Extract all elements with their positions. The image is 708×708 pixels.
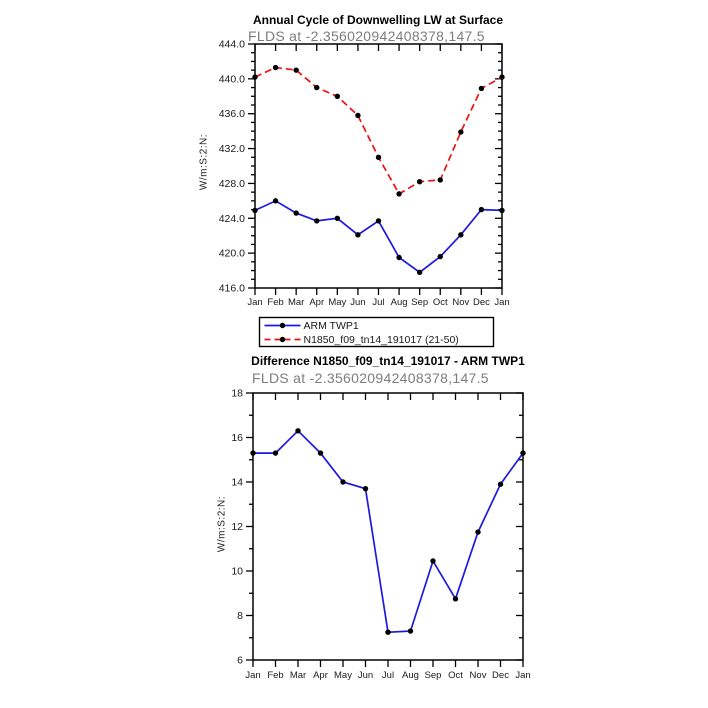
data-point	[273, 450, 278, 455]
top-chart-title: Annual Cycle of Downwelling LW at Surface	[252, 13, 504, 27]
bottom-chart-title: Difference N1850_f09_tn14_191017 - ARM TWP1	[251, 354, 525, 368]
x-tick-label: Mar	[289, 670, 307, 681]
legend-label: ARM TWP1	[303, 320, 359, 332]
top-chart-subtitle: FLDS at -2.356020942408378,147.5	[248, 28, 485, 44]
legend-marker	[280, 323, 285, 328]
y-axis	[231, 388, 523, 667]
data-point	[475, 529, 480, 534]
data-point	[273, 198, 278, 203]
data-point	[453, 596, 458, 601]
data-point	[293, 210, 298, 215]
data-point	[479, 86, 484, 91]
x-tick-label: May	[334, 670, 352, 681]
y-tick-label: 10	[231, 565, 243, 578]
data-point	[430, 558, 435, 563]
x-tick-label: Nov	[452, 297, 470, 308]
y-tick-label: 420.0	[218, 247, 245, 260]
data-point	[376, 218, 381, 223]
y-tick-label: 6	[237, 654, 243, 667]
data-point	[363, 486, 368, 491]
legend-marker	[280, 337, 285, 342]
data-point	[385, 629, 390, 634]
series-line	[253, 431, 523, 632]
bottom-chart-subtitle: FLDS at -2.356020942408378,147.5	[252, 370, 489, 386]
x-tick-label: Jan	[247, 297, 263, 308]
x-axis	[245, 393, 530, 681]
y-axis	[219, 39, 502, 295]
x-tick-label: Jul	[372, 297, 385, 308]
y-tick-label: 444.0	[218, 38, 245, 51]
series-line	[255, 201, 502, 272]
data-point	[438, 177, 443, 182]
plot-border	[255, 44, 502, 288]
x-tick-label: Jul	[381, 670, 395, 681]
x-tick-label: Nov	[469, 670, 487, 681]
data-point	[396, 255, 401, 260]
data-point	[252, 208, 257, 213]
data-point	[417, 270, 422, 275]
x-tick-label: Apr	[309, 297, 325, 308]
data-point	[273, 65, 278, 70]
y-tick-label: 16	[231, 432, 243, 444]
data-point	[314, 218, 319, 223]
top-chart	[219, 39, 510, 347]
x-tick-label: Mar	[287, 297, 305, 308]
data-point	[335, 216, 340, 221]
x-tick-label: Feb	[267, 670, 284, 681]
x-tick-label: Oct	[432, 297, 448, 308]
data-point	[396, 191, 401, 196]
y-tick-label: 8	[237, 610, 243, 622]
data-point	[295, 428, 300, 433]
x-tick-label: May	[328, 297, 347, 308]
y-tick-label: 14	[231, 476, 243, 489]
x-tick-label: Sep	[411, 297, 429, 308]
data-point	[335, 94, 340, 99]
data-point	[458, 232, 463, 237]
bottom-chart	[231, 388, 530, 682]
x-tick-label: Aug	[402, 670, 419, 681]
x-tick-label: Feb	[267, 297, 284, 308]
data-point	[355, 113, 360, 118]
plot-border	[253, 393, 523, 660]
data-point	[250, 450, 255, 455]
x-axis	[247, 44, 509, 308]
data-point	[499, 74, 504, 79]
series-line	[255, 68, 502, 194]
data-point	[340, 479, 345, 484]
data-point	[355, 232, 360, 237]
x-tick-label: Dec	[492, 670, 509, 681]
data-point	[252, 74, 257, 79]
x-tick-label: Jun	[357, 670, 374, 681]
y-tick-label: 18	[231, 387, 243, 400]
x-tick-label: Aug	[390, 297, 408, 308]
x-tick-label: Jan	[515, 670, 531, 681]
data-point	[314, 85, 319, 90]
data-point	[499, 208, 504, 213]
x-tick-label: Apr	[313, 670, 328, 681]
data-point	[498, 482, 503, 487]
data-point	[438, 254, 443, 259]
x-tick-label: Jun	[350, 297, 366, 308]
y-tick-label: 428.0	[218, 177, 245, 190]
legend-label: N1850_f09_tn14_191017 (21-50)	[303, 334, 459, 346]
legend	[260, 318, 494, 347]
y-tick-label: 416.0	[218, 282, 245, 295]
y-tick-label: 432.0	[218, 143, 245, 156]
x-tick-label: Dec	[472, 297, 490, 308]
data-point	[293, 67, 298, 72]
data-point	[479, 207, 484, 212]
data-point	[417, 179, 422, 184]
y-tick-label: 440.0	[218, 73, 245, 86]
data-point	[318, 450, 323, 455]
data-point	[458, 129, 463, 134]
y-tick-label: 424.0	[218, 212, 245, 225]
top-chart-y-axis-label: W/m:S:2:N:	[198, 133, 210, 191]
data-point	[408, 628, 413, 633]
series-markers	[252, 65, 504, 197]
x-tick-label: Jan	[494, 297, 510, 308]
x-tick-label: Jan	[245, 670, 261, 681]
x-tick-label: Oct	[448, 670, 463, 681]
x-tick-label: Sep	[424, 670, 442, 681]
series-markers	[250, 428, 525, 635]
data-point	[376, 155, 381, 160]
bottom-chart-y-axis-label: W/m:S:2:N:	[216, 495, 228, 553]
y-tick-label: 436.0	[218, 108, 245, 121]
y-tick-label: 12	[231, 521, 243, 533]
data-point	[520, 450, 525, 455]
